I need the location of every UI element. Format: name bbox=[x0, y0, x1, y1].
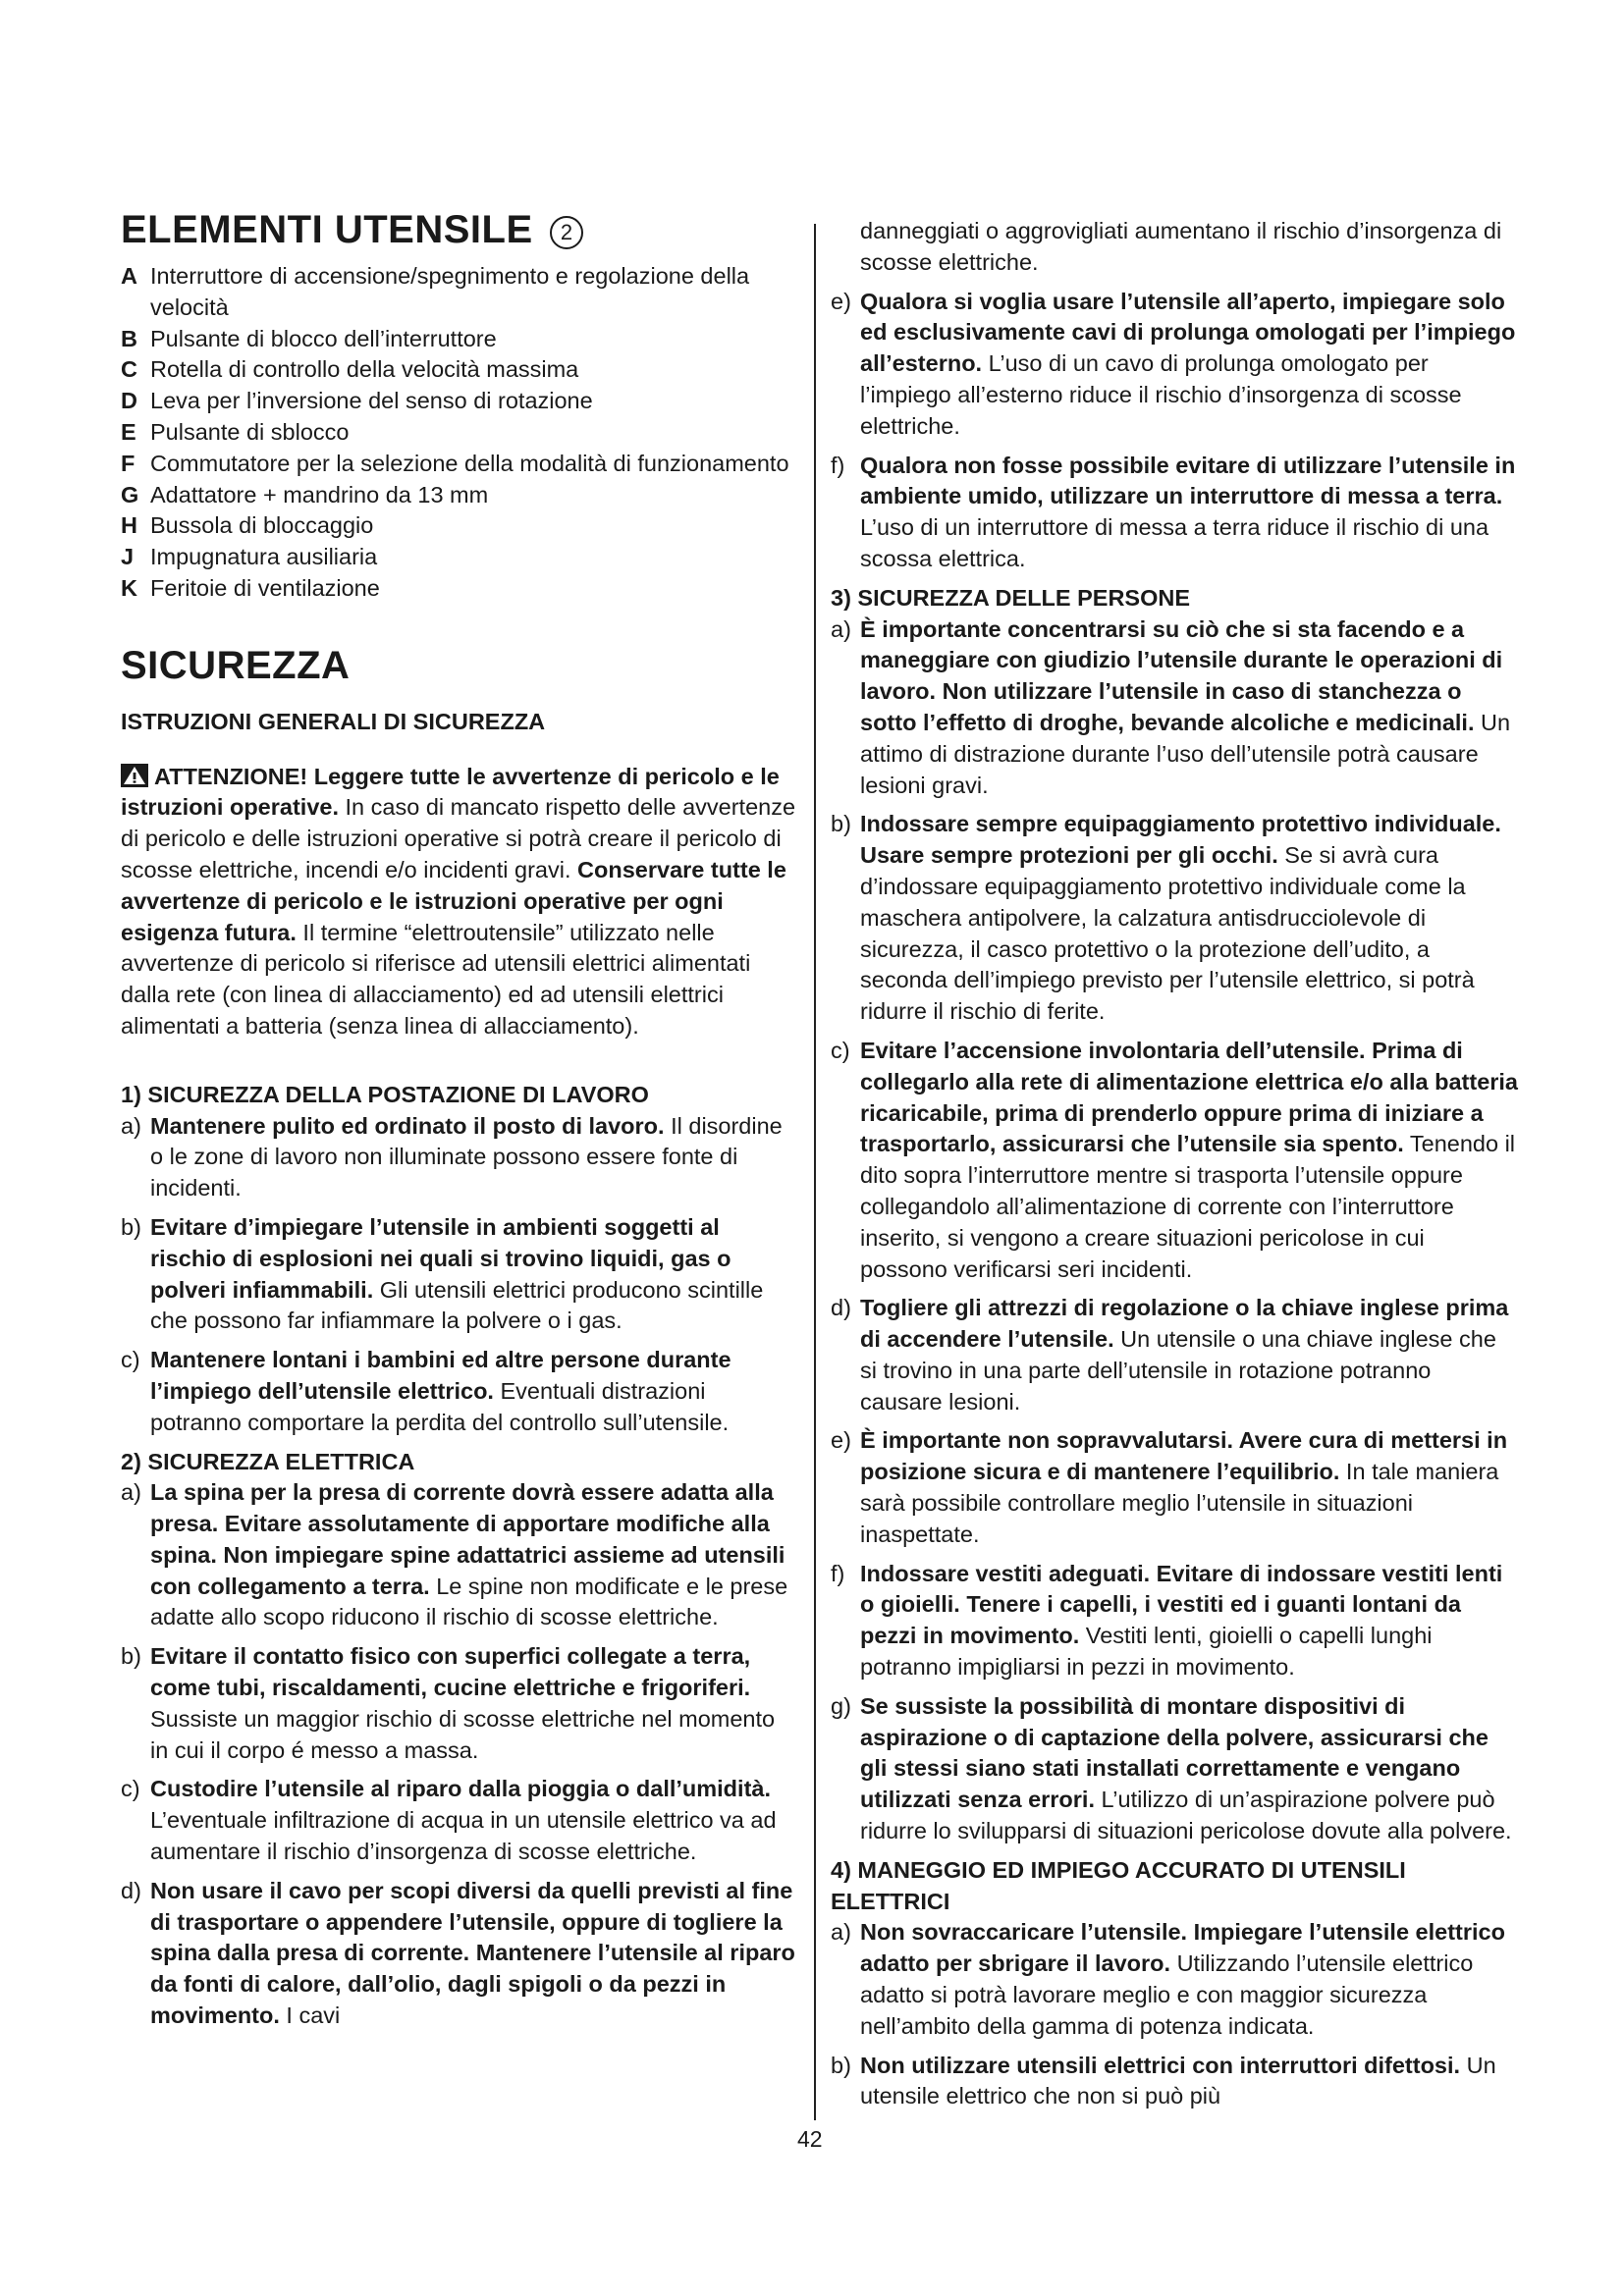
rule-text bbox=[860, 287, 1518, 443]
rule-label: e) bbox=[831, 288, 851, 314]
rule-normal: Vestiti lenti, gioielli o capelli lunghi potranno impigliarsi in pezzi in movimento. bbox=[860, 1623, 1433, 1681]
component-key: K bbox=[121, 574, 137, 601]
rule-label: g) bbox=[831, 1692, 851, 1719]
rule-bold: Non utilizzare utensili elettrici con interruttori difettosi. bbox=[860, 2052, 1461, 2078]
component-text: Pulsante di sblocco bbox=[150, 418, 350, 445]
rule-normal: Utilizzando l’utensile elettrico adatto si potrà lavorare meglio e con maggior sicurezza nell’ambito della gamma di potenza indicata. bbox=[860, 1950, 1474, 2039]
components-list bbox=[121, 261, 798, 605]
section-title-tool-use: 4) MANEGGIO ED IMPIEGO ACCURATO DI UTENSILI ELETTRICI bbox=[831, 1856, 1406, 1914]
rule-item bbox=[121, 1876, 798, 2032]
component-item bbox=[121, 324, 798, 355]
rule-text bbox=[860, 1425, 1518, 1550]
continuation-text: danneggiati o aggrovigliati aumentano il rischio d’insorgenza di scosse elettriche. bbox=[860, 218, 1502, 275]
rule-item bbox=[831, 1036, 1518, 1285]
warning-text-1: In caso di mancato rispetto delle avvertenze di pericolo e delle istruzioni operative si potrà creare il pericolo di scosse elettriche, incendi e/o incidenti gravi. bbox=[121, 794, 796, 882]
component-text: Interruttore di accensione/spegnimento e regolazione della velocità bbox=[150, 263, 750, 320]
warning-bold-2: Conservare tutte le avvertenze di pericolo e le istruzioni operative per ogni esigenza futura. bbox=[121, 856, 786, 945]
rule-bold: Mantenere pulito ed ordinato il posto di lavoro. bbox=[150, 1112, 665, 1139]
component-text: Feritoie di ventilazione bbox=[150, 574, 380, 601]
rule-normal: Sussiste un maggior rischio di scosse elettriche nel momento in cui il corpo é messo a massa. bbox=[150, 1705, 776, 1763]
rule-label: c) bbox=[121, 1347, 140, 1373]
left-column bbox=[121, 208, 798, 2040]
section-title-workplace: 1) SICUREZZA DELLA POSTAZIONE DI LAVORO bbox=[121, 1081, 649, 1107]
rule-label: c) bbox=[831, 1037, 850, 1063]
component-item bbox=[121, 542, 798, 573]
warning-paragraph bbox=[121, 762, 798, 1042]
rule-text bbox=[150, 1345, 798, 1438]
rule-normal: L’uso di un interruttore di messa a terra riduce il rischio di una scossa elettrica. bbox=[860, 514, 1489, 571]
rule-item bbox=[121, 1111, 798, 1204]
component-text: Commutatore per la selezione della modalità di funzionamento bbox=[150, 450, 789, 476]
page-number: 42 bbox=[797, 2126, 823, 2152]
rule-item bbox=[831, 1691, 1518, 1847]
rule-bold: È importante concentrarsi su ciò che si sta facendo e a maneggiare con giudizio l’utensile durante le operazioni di lavoro. Non utilizzare l’utensile in caso di stanchezza o sotto l’effetto di droghe, bevande alcoliche e medicinali. bbox=[860, 615, 1503, 735]
rule-label: e) bbox=[831, 1427, 851, 1454]
rule-item bbox=[831, 287, 1518, 443]
column-divider bbox=[814, 224, 816, 2120]
section-title-electrical: 2) SICUREZZA ELETTRICA bbox=[121, 1448, 415, 1474]
figure-ref-circle: 2 bbox=[550, 216, 583, 249]
rule-normal: Un attimo di distrazione durante l’uso dell’utensile potrà causare lesioni gravi. bbox=[860, 709, 1511, 798]
component-key: B bbox=[121, 325, 137, 351]
rule-bold: Evitare d’impiegare l’utensile in ambienti soggetti al rischio di esplosioni nei quali si trovino liquidi, gas o polveri infiammabili. bbox=[150, 1213, 731, 1303]
rule-bold: Non sovraccaricare l’utensile. Impiegare l’utensile elettrico adatto per sbrigare il lavoro. bbox=[860, 1919, 1505, 1977]
component-key: E bbox=[121, 418, 136, 445]
rule-normal: In tale maniera sarà possibile controllare meglio l’utensile in situazioni inaspettate. bbox=[860, 1459, 1499, 1547]
rule-bold: Qualora si voglia usare l’utensile all’aperto, impiegare solo ed esclusivamente cavi di prolunga omologati per l’impiego all’esterno. bbox=[860, 288, 1516, 377]
rule-label: a) bbox=[121, 1479, 141, 1506]
rule-item bbox=[831, 614, 1518, 802]
warning-icon bbox=[121, 764, 148, 787]
rule-label: f) bbox=[831, 452, 845, 478]
components-heading bbox=[121, 208, 798, 251]
rule-label: b) bbox=[121, 1213, 141, 1240]
rule-text bbox=[150, 1111, 798, 1204]
rule-text bbox=[860, 614, 1518, 802]
rule-text bbox=[860, 1559, 1518, 1683]
rule-item bbox=[831, 1293, 1518, 1417]
components-heading-text: ELEMENTI UTENSILE bbox=[121, 208, 533, 251]
rule-bold: È importante non sopravvalutarsi. Avere cura di mettersi in posizione sicura e di mantenere l’equilibrio. bbox=[860, 1427, 1508, 1485]
component-text: Impugnatura ausiliaria bbox=[150, 544, 378, 570]
component-key: H bbox=[121, 512, 137, 539]
component-key: D bbox=[121, 388, 137, 414]
rule-bold: Togliere gli attrezzi di regolazione o la chiave inglese prima di accendere l’utensile. bbox=[860, 1295, 1509, 1353]
component-item bbox=[121, 417, 798, 449]
rule-text bbox=[860, 451, 1518, 575]
rule-bold: Indossare sempre equipaggiamento protettivo individuale. Usare sempre protezioni per gli occhi. bbox=[860, 811, 1501, 869]
rule-text bbox=[860, 1691, 1518, 1847]
rule-normal: Il disordine o le zone di lavoro non illuminate possono essere fonte di incidenti. bbox=[150, 1112, 783, 1201]
component-key: F bbox=[121, 450, 135, 476]
component-item bbox=[121, 261, 798, 324]
rule-normal: Un utensile elettrico che non si può più bbox=[860, 2052, 1496, 2109]
rule-item bbox=[831, 1559, 1518, 1683]
safety-heading: SICUREZZA bbox=[121, 643, 351, 687]
component-item bbox=[121, 480, 798, 511]
rule-label: d) bbox=[121, 1877, 141, 1903]
component-item bbox=[121, 573, 798, 605]
rule-bold: Mantenere lontani i bambini ed altre persone durante l’impiego dell’utensile elettrico. bbox=[150, 1347, 731, 1404]
rule-text bbox=[860, 809, 1518, 1028]
rule-text bbox=[860, 1917, 1518, 2042]
component-text: Adattatore + mandrino da 13 mm bbox=[150, 481, 489, 507]
rule-normal: Tenendo il dito sopra l’interruttore mentre si trasporta l’utensile oppure collegandolo all’alimentazione di corrente con l’interruttore inserito, si vengono a creare situazioni pericolose in cui possono verificarsi seri incidenti. bbox=[860, 1131, 1516, 1282]
component-item bbox=[121, 449, 798, 480]
rule-item bbox=[121, 1345, 798, 1438]
component-text: Pulsante di blocco dell’interruttore bbox=[150, 325, 497, 351]
rule-label: b) bbox=[831, 811, 851, 837]
rule-item bbox=[831, 809, 1518, 1028]
rule-bold: La spina per la presa di corrente dovrà essere adatta alla presa. Evitare assolutamente di apportare modifiche alla spina. Non impiegare spine adattatrici assieme ad utensili con collegamento a terra. bbox=[150, 1479, 785, 1599]
rule-label: a) bbox=[121, 1112, 141, 1139]
component-key: A bbox=[121, 263, 137, 289]
component-key: C bbox=[121, 356, 137, 383]
rule-normal: L’utilizzo di un’aspirazione polvere può ridurre lo svilupparsi di situazioni pericolose dovute alla polvere. bbox=[860, 1787, 1512, 1844]
rule-normal: Gli utensili elettrici producono scintille che possono far infiammare la polvere o i gas. bbox=[150, 1276, 764, 1334]
rule-bold: Custodire l’utensile al riparo dalla pioggia o dall’umidità. bbox=[150, 1776, 771, 1802]
rule-label: b) bbox=[121, 1643, 141, 1670]
rule-label: f) bbox=[831, 1560, 845, 1586]
rule-normal: Un utensile o una chiave inglese che si trovino in una parte dell’utensile in rotazione potranno causare lesioni. bbox=[860, 1326, 1496, 1415]
rule-text bbox=[860, 2051, 1518, 2113]
rule-bold: Indossare vestiti adeguati. Evitare di indossare vestiti lenti o gioielli. Tenere i capelli, i vestiti ed i guanti lontani da pezzi in movimento. bbox=[860, 1560, 1503, 1649]
rule-normal: Le spine non modificate e le prese adatte allo scopo riducono il rischio di scosse elettriche. bbox=[150, 1573, 788, 1630]
rule-bold: Non usare il cavo per scopi diversi da quelli previsti al fine di trasportare o appendere l’utensile, oppure di togliere la spina dalla presa di corrente. Mantenere l’utensile al riparo da fonti di calore, dall’olio, dagli spigoli o da pezzi in movimento. bbox=[150, 1877, 795, 2029]
rule-normal: L’uso di un cavo di prolunga omologato per l’impiego all’esterno riduce il rischio d’insorgenza di scosse elettriche. bbox=[860, 350, 1462, 439]
rule-normal: I cavi bbox=[279, 2002, 341, 2029]
rule-bold: Evitare l’accensione involontaria dell’utensile. Prima di collegarlo alla rete di alimentazione elettrica e/o alla batteria ricaricabile, prima di prenderlo oppure prima di iniziare a trasportarlo, assicurarsi che l’utensile sia spento. bbox=[860, 1037, 1519, 1157]
component-text: Rotella di controllo della velocità massima bbox=[150, 356, 579, 383]
rule-label: c) bbox=[121, 1776, 140, 1802]
component-item bbox=[121, 510, 798, 542]
rule-normal: Se si avrà cura d’indossare equipaggiamento protettivo individuale come la maschera antipolvere, la calzatura antisdrucciolevole di sicurezza, il casco protettivo o la protezione dell’udito, a seconda dell’impiego previsto per l’utensile elettrico, si potrà ridurre il rischio di ferite. bbox=[860, 842, 1475, 1025]
component-text: Bussola di bloccaggio bbox=[150, 512, 374, 539]
right-column bbox=[831, 216, 1518, 2120]
rule-item bbox=[121, 1774, 798, 1867]
rule-bold: Se sussiste la possibilità di montare dispositivi di aspirazione o di captazione della polvere, assicurarsi che gli stessi siano stati installati correttamente e vengano utilizzati senza errori. bbox=[860, 1692, 1489, 1813]
rule-label: a) bbox=[831, 1919, 851, 1946]
rule-label: b) bbox=[831, 2052, 851, 2078]
rule-label: a) bbox=[831, 615, 851, 642]
warning-text-2: Il termine “elettroutensile” utilizzato nelle avvertenze di pericolo si riferisce ad utensili elettrici alimentati dalla rete (con linea di allacciamento) ed ad utensili elettrici alimentati a batteria (senza linea di allacciamento). bbox=[121, 919, 751, 1039]
warning-bold-1: ATTENZIONE! Leggere tutte le avvertenze di pericolo e le istruzioni operative. bbox=[121, 763, 780, 821]
component-text: Leva per l’inversione del senso di rotazione bbox=[150, 388, 593, 414]
component-item bbox=[121, 354, 798, 386]
rule-normal: Eventuali distrazioni potranno comportare la perdita del controllo sull’utensile. bbox=[150, 1377, 730, 1435]
rule-bold: Qualora non fosse possibile evitare di utilizzare l’utensile in ambiente umido, utilizzare un interruttore di messa a terra. bbox=[860, 452, 1516, 509]
rule-text bbox=[150, 1212, 798, 1337]
rule-text bbox=[150, 1876, 798, 2032]
rule-item bbox=[121, 1212, 798, 1337]
rule-item bbox=[121, 1477, 798, 1633]
rule-text bbox=[860, 1293, 1518, 1417]
section-title-personal: 3) SICUREZZA DELLE PERSONE bbox=[831, 584, 1191, 611]
rule-item bbox=[121, 1641, 798, 1766]
rule-text bbox=[150, 1641, 798, 1766]
rule-item bbox=[831, 1917, 1518, 2042]
rule-text bbox=[860, 1036, 1518, 1285]
rule-item bbox=[831, 1425, 1518, 1550]
rule-item bbox=[831, 2051, 1518, 2113]
rule-label: d) bbox=[831, 1295, 851, 1321]
component-key: G bbox=[121, 481, 139, 507]
rule-text bbox=[150, 1774, 798, 1867]
rule-text bbox=[150, 1477, 798, 1633]
rule-normal: L’eventuale infiltrazione di acqua in un utensile elettrico va ad aumentare il rischio d’insorgenza di scosse elettriche. bbox=[150, 1807, 777, 1865]
general-safety-heading: ISTRUZIONI GENERALI DI SICUREZZA bbox=[121, 708, 546, 734]
component-item bbox=[121, 386, 798, 417]
rule-item bbox=[831, 451, 1518, 575]
rule-bold: Evitare il contatto fisico con superfici collegate a terra, come tubi, riscaldamenti, cucine elettriche e frigoriferi. bbox=[150, 1643, 751, 1701]
component-key: J bbox=[121, 544, 135, 570]
